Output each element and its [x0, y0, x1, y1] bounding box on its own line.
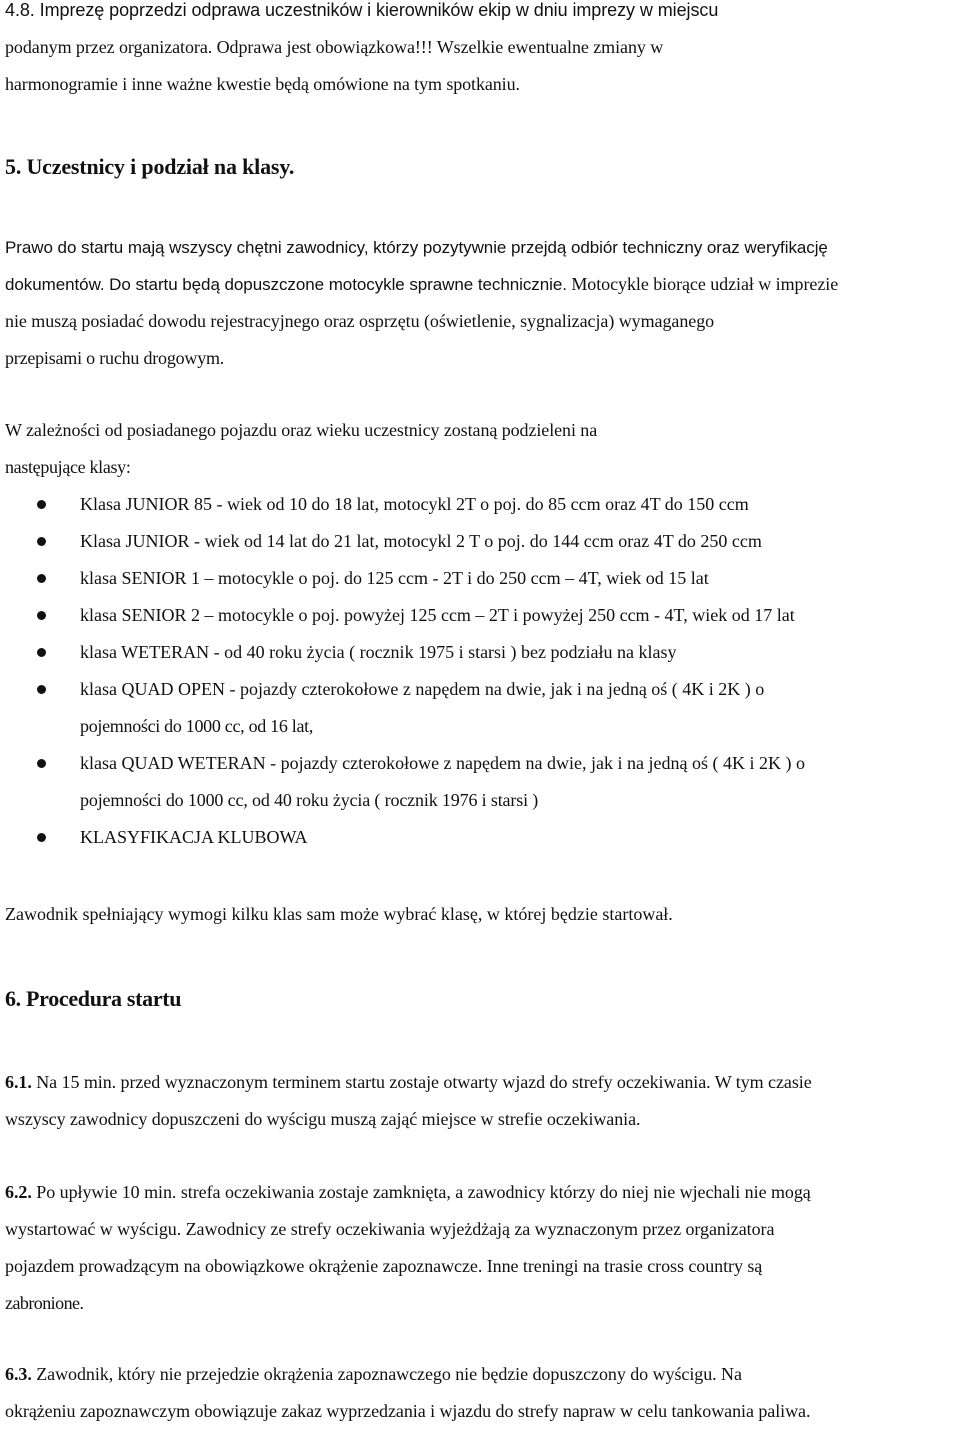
para2-line-2: następujące klasy: — [5, 457, 131, 477]
paragraph-6-2 — [5, 1174, 956, 1322]
list-item — [0, 671, 960, 745]
list-item — [0, 597, 960, 634]
section-5-paragraph-1 — [5, 229, 956, 377]
p63-line-1-text: Zawodnik, który nie przejedzie okrążenia zapoznawczego nie będzie dopuszczony do wyścigu. Na — [31, 1364, 742, 1384]
list-item — [0, 486, 960, 523]
bullet-icon — [37, 648, 46, 657]
bullet-icon — [37, 611, 46, 620]
class-item-text: Klasa JUNIOR 85 - wiek od 10 do 18 lat, motocykl 2T o poj. do 85 ccm oraz 4T do 150 ccm — [80, 494, 749, 514]
class-list — [0, 486, 960, 856]
p61-line-2: wszyscy zawodnicy dopuszczeni do wyścigu muszą zająć miejsce w strefie oczekiwania. — [5, 1109, 641, 1129]
para1-line-3: nie muszą posiadać dowodu rejestracyjnego oraz osprzętu (oświetlenie, sygnalizacja) wymaganego — [5, 311, 715, 331]
para1-line-2 — [5, 266, 956, 303]
paragraph-6-1 — [5, 1064, 956, 1138]
class-item-text: klasa QUAD OPEN - pojazdy czterokołowe z napędem na dwie, jak i na jedną oś ( 4K i 2K ) o — [80, 679, 765, 699]
bullet-icon — [37, 500, 46, 509]
class-choice-note: Zawodnik spełniający wymogi kilku klas sam może wybrać klasę, w której będzie startował. — [5, 904, 673, 924]
bullet-icon — [37, 537, 46, 546]
bullet-icon — [37, 574, 46, 583]
class-item-text: klasa WETERAN - od 40 roku życia ( rocznik 1975 i starsi ) bez podziału na klasy — [80, 642, 677, 662]
section-4-8-line-1: 4.8. Imprezę poprzedzi odprawa uczestników i kierowników ekip w dniu imprezy w miejscu — [5, 0, 719, 20]
p62-line-1 — [5, 1174, 956, 1211]
p62-line-1-text: Po upływie 10 min. strefa oczekiwania zostaje zamknięta, a zawodnicy którzy do niej nie wjechali nie mogą — [31, 1182, 811, 1202]
para2-line-1: W zależności od posiadanego pojazdu oraz wieku uczestnicy zostaną podzieleni na — [5, 420, 598, 440]
list-item — [0, 560, 960, 597]
section-4-8-line-3: harmonogramie i inne ważne kwestie będą omówione na tym spotkaniu. — [5, 74, 520, 94]
list-item — [0, 745, 960, 819]
section-4-8-line-2: podanym przez organizatora. Odprawa jest obowiązkowa!!! Wszelkie ewentualne zmiany w — [5, 37, 664, 57]
p61-line-1 — [5, 1064, 956, 1101]
p62-line-2: wystartować w wyścigu. Zawodnicy ze strefy oczekiwania wyjeżdżają za wyznaczonym przez organizatora — [5, 1219, 775, 1239]
para1-line-2-serif: Motocykle biorące udział w imprezie — [571, 274, 839, 294]
p61-number: 6.1. — [5, 1072, 32, 1092]
p62-number: 6.2. — [5, 1182, 32, 1202]
list-item — [0, 634, 960, 671]
class-item-text: klasa SENIOR 1 – motocykle o poj. do 125 ccm - 2T i do 250 ccm – 4T, wiek od 15 lat — [80, 568, 709, 588]
paragraph-6-3 — [5, 1356, 956, 1430]
class-item-text-line-2: pojemności do 1000 cc, od 40 roku życia ( rocznik 1976 i starsi ) — [80, 790, 539, 810]
list-item — [0, 819, 960, 856]
section-4-8-paragraph — [5, 0, 956, 103]
class-item-text: klasa QUAD WETERAN - pojazdy czterokołowe z napędem na dwie, jak i na jedną oś ( 4K i 2K ) o — [80, 753, 805, 773]
class-item-text-line-2: pojemności do 1000 cc, od 16 lat, — [80, 716, 314, 736]
list-item — [0, 523, 960, 560]
p63-number: 6.3. — [5, 1364, 32, 1384]
class-item-text: KLASYFIKACJA KLUBOWA — [80, 827, 308, 847]
p62-line-4: zabronione. — [5, 1293, 84, 1313]
bullet-icon — [37, 685, 46, 694]
para1-line-1: Prawo do startu mają wszyscy chętni zawodnicy, którzy pozytywnie przejdą odbiór techniczny oraz weryfikację — [5, 238, 828, 257]
p61-line-1-text: Na 15 min. przed wyznaczonym terminem startu zostaje otwarty wjazd do strefy oczekiwania. W tym czasie — [31, 1072, 812, 1092]
class-item-text: klasa SENIOR 2 – motocykle o poj. powyżej 125 ccm – 2T i powyżej 250 ccm - 4T, wiek od 17 lat — [80, 605, 795, 625]
bullet-icon — [37, 833, 46, 842]
para1-line-2-sans: dokumentów. Do startu będą dopuszczone motocykle sprawne technicznie. — [5, 275, 567, 294]
section-6-heading: 6. Procedura startu — [5, 986, 182, 1011]
para1-line-4: przepisami o ruchu drogowym. — [5, 348, 225, 368]
section-5-paragraph-2 — [5, 412, 956, 486]
p62-line-3: pojazdem prowadzącym na obowiązkowe okrążenie zapoznawcze. Inne treningi na trasie cross country są — [5, 1256, 763, 1276]
section-5-heading: 5. Uczestnicy i podział na klasy. — [5, 154, 295, 179]
bullet-icon — [37, 759, 46, 768]
class-item-text: Klasa JUNIOR - wiek od 14 lat do 21 lat, motocykl 2 T o poj. do 144 ccm oraz 4T do 250 ccm — [80, 531, 762, 551]
p63-line-2: okrążeniu zapoznawczym obowiązuje zakaz wyprzedzania i wjazdu do strefy napraw w celu tankowania paliwa. — [5, 1401, 811, 1421]
p63-line-1 — [5, 1356, 956, 1393]
